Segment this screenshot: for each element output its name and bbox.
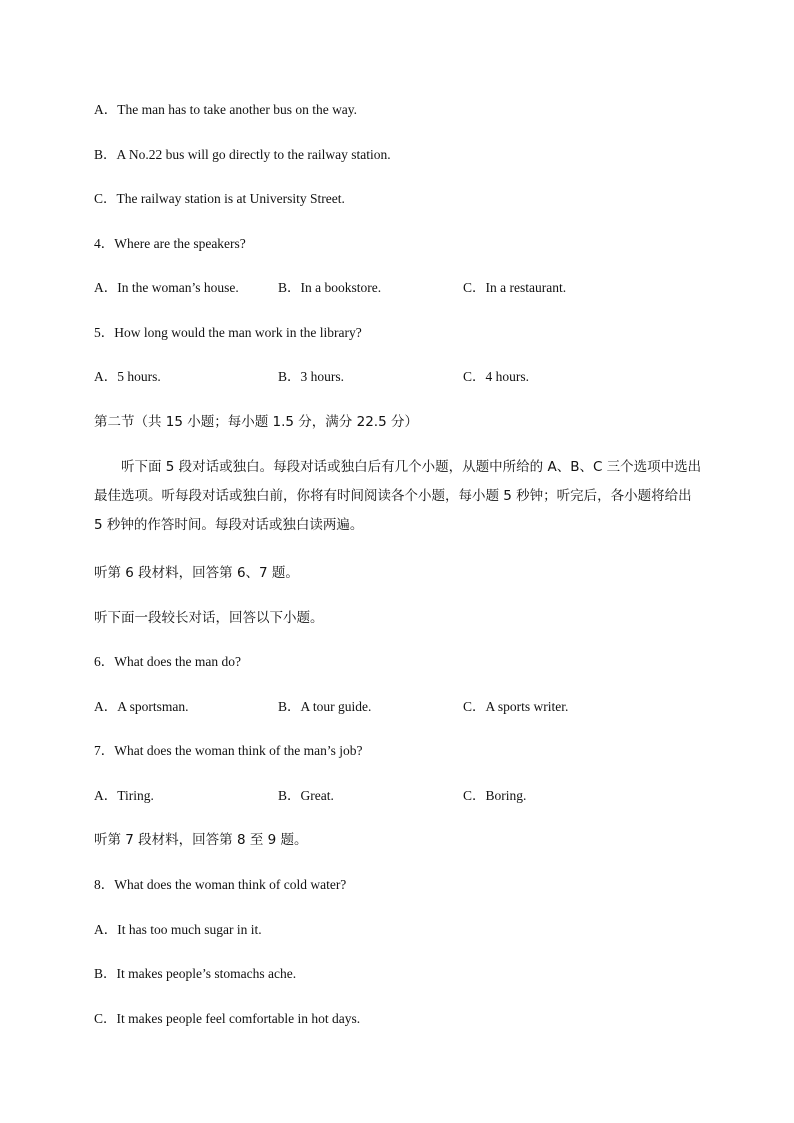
- question-5: 5．How long would the man work in the library?: [94, 325, 362, 340]
- q4-option-b: B．In a bookstore.: [278, 280, 382, 295]
- question-7: 7．What does the woman think of the man’s job?: [94, 743, 363, 758]
- question-6: 6．What does the man do?: [94, 654, 241, 669]
- section-2-heading: 第二节（共 15 小题；每小题 1.5 分，满分 22.5 分）: [94, 414, 418, 430]
- q4-option-c: C．In a restaurant.: [463, 280, 567, 295]
- q8-option-c: C．It makes people feel comfortable in hot days.: [94, 1011, 361, 1026]
- material-7-heading: 听第 7 段材料，回答第 8 至 9 题。: [94, 832, 308, 848]
- q7-option-a: A．Tiring.: [94, 788, 154, 803]
- material-6-heading: 听第 6 段材料，回答第 6、7 题。: [94, 565, 299, 581]
- material-6-note: 听下面一段较长对话，回答以下小题。: [94, 610, 324, 626]
- q3-option-a: A．The man has to take another bus on the way.: [94, 102, 358, 117]
- q8-option-a: A．It has too much sugar in it.: [94, 922, 262, 937]
- q7-option-b: B．Great.: [278, 788, 334, 803]
- q4-option-a: A．In the woman’s house.: [94, 280, 239, 295]
- question-8: 8．What does the woman think of cold water?: [94, 877, 347, 892]
- question-4: 4．Where are the speakers?: [94, 236, 246, 251]
- q6-option-b: B．A tour guide.: [278, 699, 372, 714]
- q5-option-c: C．4 hours.: [463, 369, 530, 384]
- q5-option-a: A．5 hours.: [94, 369, 161, 384]
- q8-option-b: B．It makes people’s stomachs ache.: [94, 966, 297, 981]
- section-2-instructions: 听下面 5 段对话或独白。每段对话或独白后有几个小题，从题中所给的 A、B、C 三个选项中选出最佳选项。听每段对话或独白前，你将有时间阅读各个小题，每小题 5 秒钟；听完后，各小题将给出 5 秒钟的作答时间。每段对话或独白读两遍。: [94, 459, 702, 533]
- q6-option-a: A．A sportsman.: [94, 699, 189, 714]
- q3-option-b: B．A No.22 bus will go directly to the railway station.: [94, 147, 391, 162]
- q3-option-c: C．The railway station is at University Street.: [94, 191, 345, 206]
- q6-option-c: C．A sports writer.: [463, 699, 569, 714]
- q7-option-c: C．Boring.: [463, 788, 527, 803]
- q5-option-b: B．3 hours.: [278, 369, 345, 384]
